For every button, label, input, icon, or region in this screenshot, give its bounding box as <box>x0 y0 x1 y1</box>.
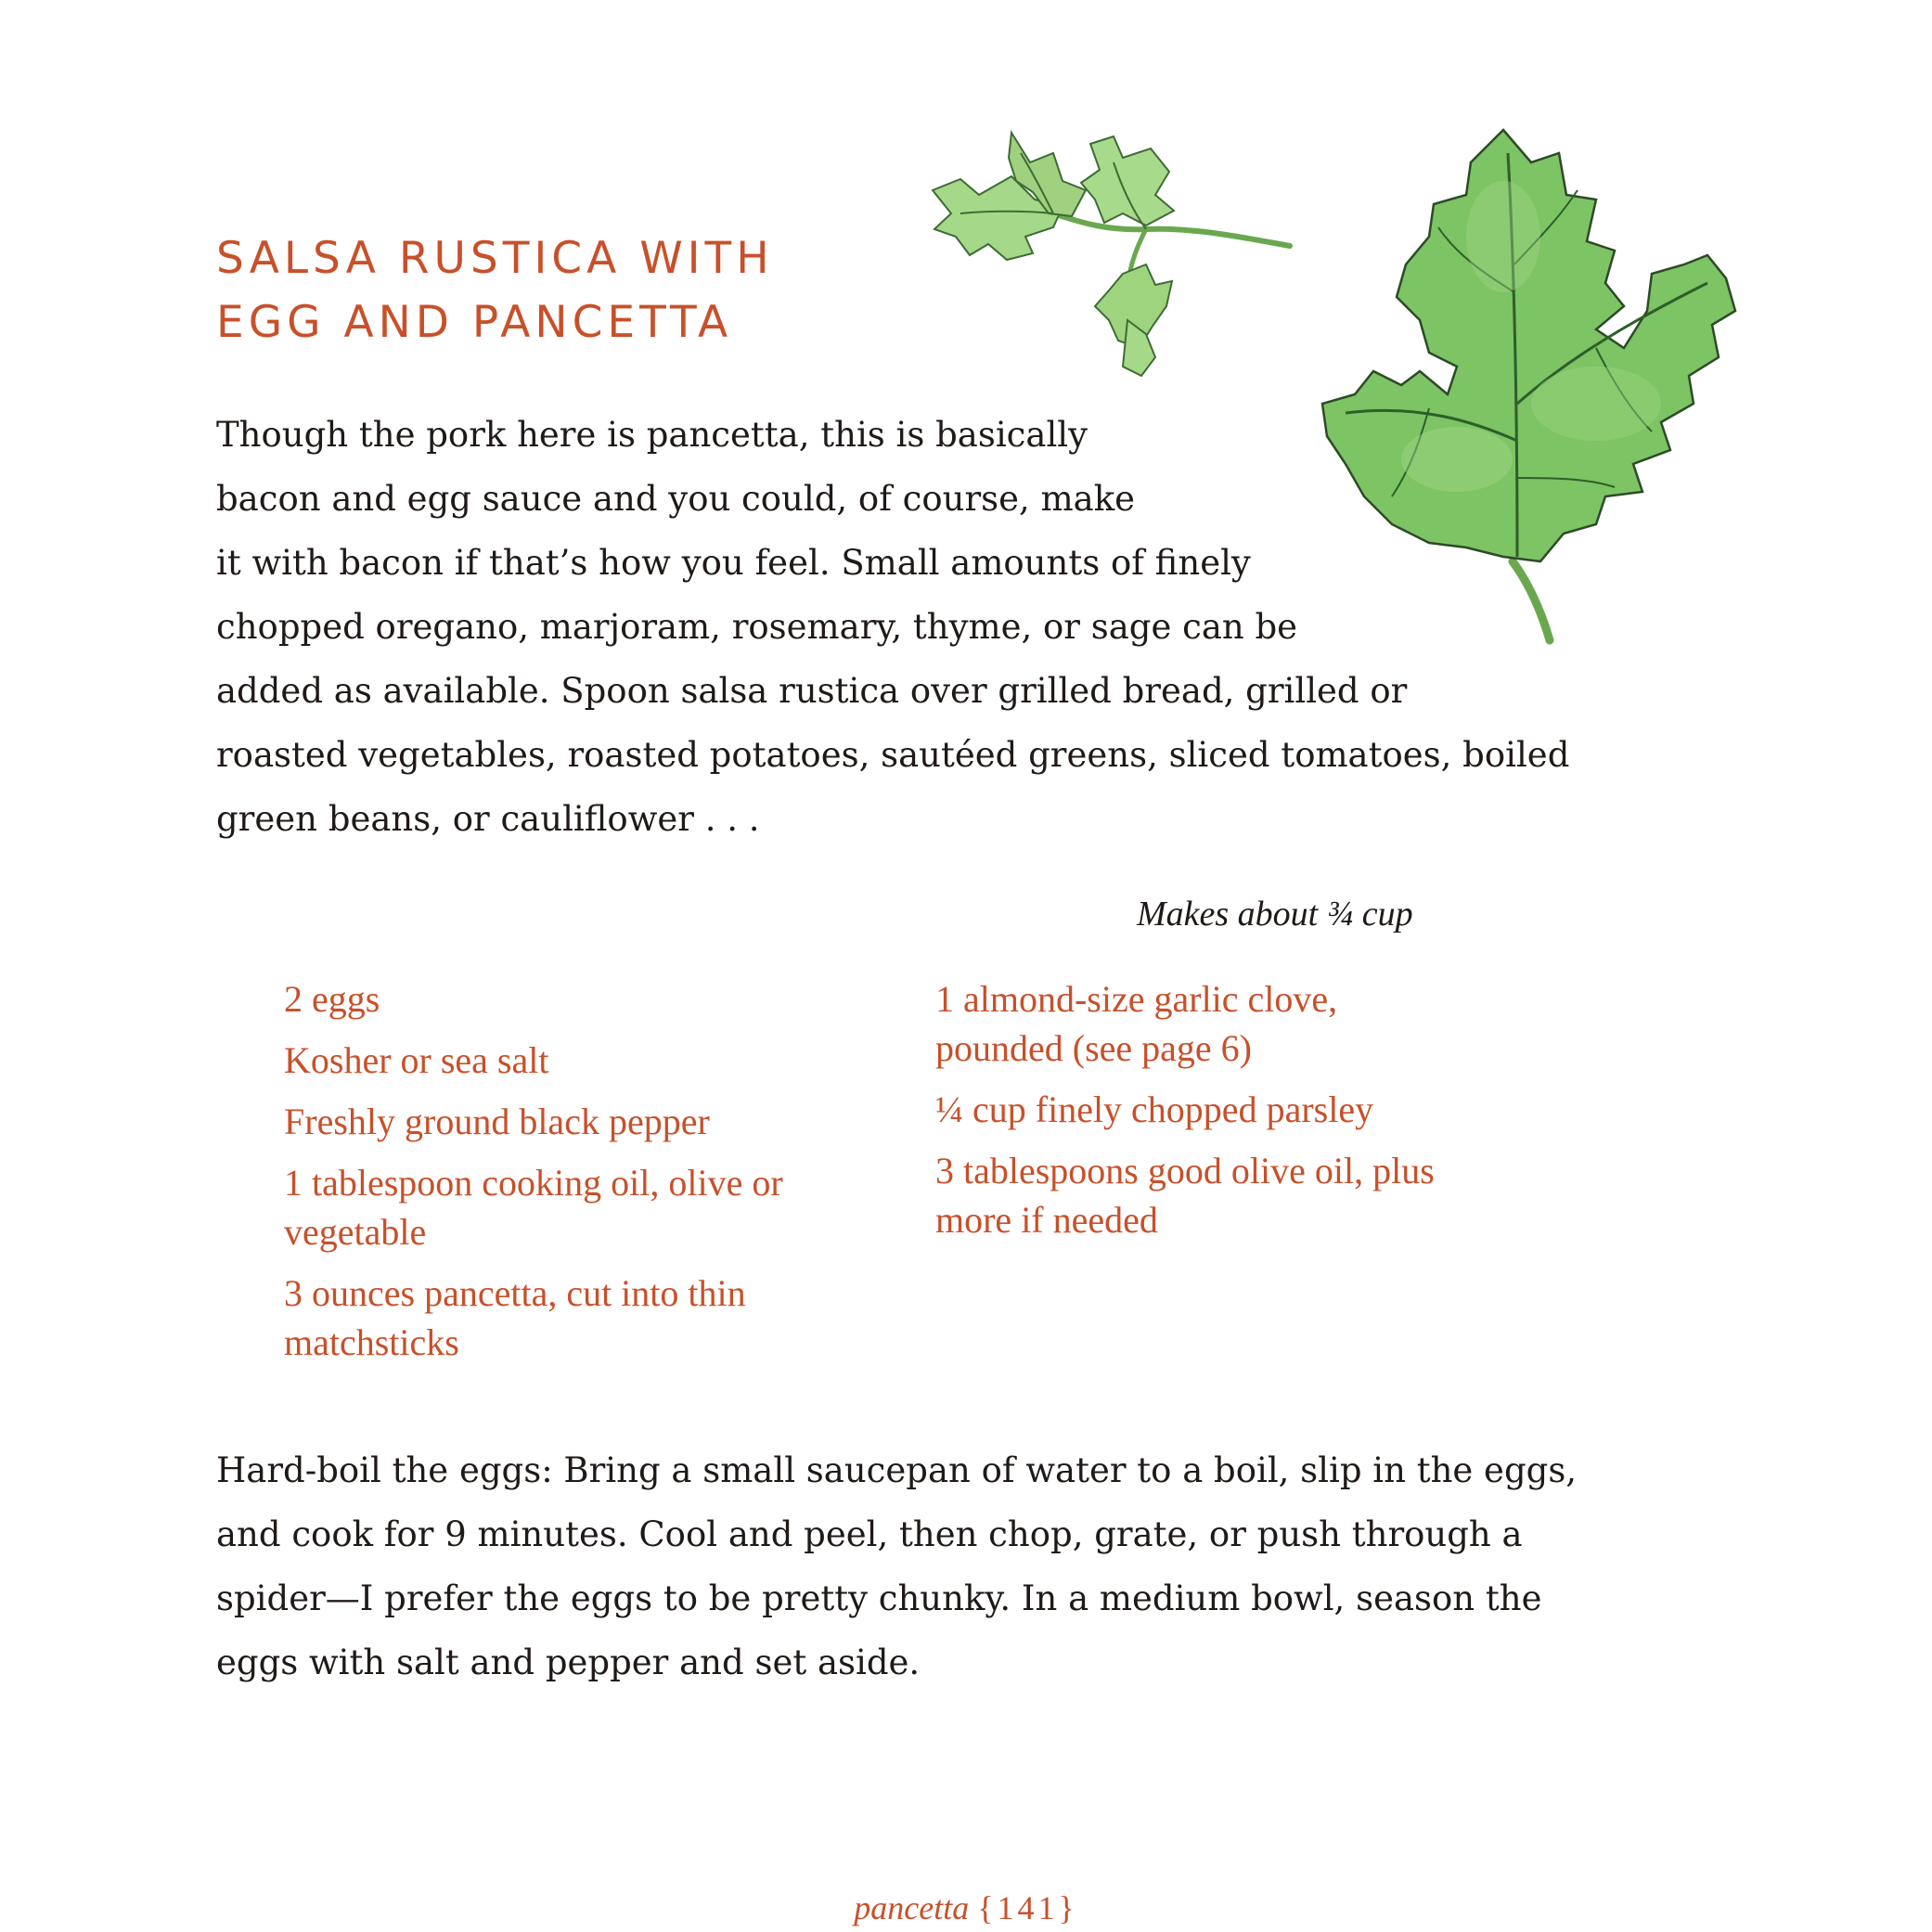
ingredient-line: vegetable <box>284 1211 427 1253</box>
page-number: {141} <box>977 1889 1078 1926</box>
intro-line: green beans, or cauliflower . . . <box>216 799 760 839</box>
ingredient-line: 3 tablespoons good olive oil, plus <box>935 1150 1435 1191</box>
intro-line: roasted vegetables, roasted potatoes, sautéed greens, sliced tomatoes, boiled <box>216 735 1570 775</box>
intro-line: Though the pork here is pancetta, this is basically <box>216 415 1088 455</box>
ingredient-item <box>284 1036 783 1085</box>
parsley-sprig-illustration <box>923 125 1322 380</box>
ingredient-line: 1 almond-size garlic clove, <box>935 978 1338 1020</box>
ingredient-item <box>284 1269 783 1367</box>
method-line: eggs with salt and pepper and set aside. <box>216 1642 921 1682</box>
method-line: and cook for 9 minutes. Cool and peel, then chop, grate, or push through a <box>216 1514 1523 1554</box>
ingredient-line: Kosher or sea salt <box>284 1039 549 1081</box>
ingredient-line: pounded (see page 6) <box>935 1027 1252 1069</box>
ingredient-item <box>935 1146 1435 1244</box>
recipe-title-line: EGG AND PANCETTA <box>216 297 733 348</box>
ingredient-item <box>284 1097 783 1146</box>
ingredients-right-column <box>935 974 1435 1256</box>
ingredient-item <box>935 1085 1435 1134</box>
ingredient-line: 3 ounces pancetta, cut into thin <box>284 1272 746 1314</box>
intro-line: it with bacon if that’s how you feel. Small amounts of finely <box>216 543 1251 583</box>
footer-section-name: pancetta <box>854 1889 970 1926</box>
recipe-intro <box>216 403 1569 851</box>
page-footer <box>0 1888 1932 1927</box>
ingredient-line: 2 eggs <box>284 978 380 1020</box>
ingredient-line: 1 tablespoon cooking oil, olive or <box>284 1162 783 1204</box>
method-line: spider—I prefer the eggs to be pretty chunky. In a medium bowl, season the <box>216 1578 1542 1618</box>
recipe-yield: Makes about ¾ cup <box>1137 895 1413 934</box>
ingredient-item <box>284 1158 783 1256</box>
ingredient-line: more if needed <box>935 1199 1158 1241</box>
intro-line: added as available. Spoon salsa rustica over grilled bread, grilled or <box>216 671 1408 711</box>
ingredient-item <box>935 974 1435 1073</box>
ingredient-item <box>284 974 783 1024</box>
intro-line: chopped oregano, marjoram, rosemary, thyme, or sage can be <box>216 607 1298 647</box>
ingredient-line: matchsticks <box>284 1321 459 1363</box>
recipe-title-line: SALSA RUSTICA WITH <box>216 233 774 284</box>
method-line: Hard-boil the eggs: Bring a small saucepan of water to a boil, slip in the eggs, <box>216 1450 1578 1490</box>
recipe-method <box>216 1438 1577 1694</box>
ingredient-line: Freshly ground black pepper <box>284 1101 710 1142</box>
recipe-title <box>216 226 774 354</box>
intro-line: bacon and egg sauce and you could, of course, make <box>216 479 1136 519</box>
ingredients-left-column <box>284 974 783 1379</box>
ingredient-line: ¼ cup finely chopped parsley <box>935 1088 1374 1130</box>
